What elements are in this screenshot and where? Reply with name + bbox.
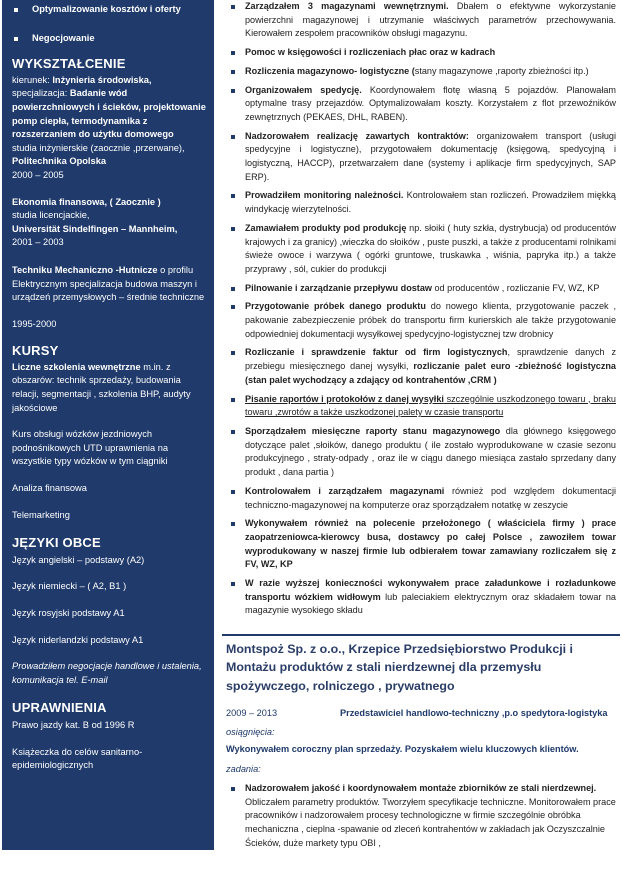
achievement-text: Wykonywałem coroczny plan sprzedaży. Pozyskałem wielu kluczowych klientów. (226, 744, 579, 754)
duty-text: szczególnie uszkodzonego towaru , braku towaru ,zwrotów a także uszkodzonej palety w czasie transportu (245, 393, 616, 418)
duty-item (222, 189, 616, 216)
duty-text: np. słoiki ( huty szkła, dystrybucja) od producentów krajowych i za granicy) ,wieczka do słoików , puste puszki, a także z producentami rolnikami świeże owoce i warzywa ( ogórki gruntowe, truskawka , wiśnia, papryka itp.) a także przyprawy , sól, cukier do produkcji (245, 222, 616, 274)
languages-heading: JĘZYKI OBCE (12, 535, 101, 551)
duty-text: stany magazynowe ,raporty zbieżności itp.) (414, 65, 589, 76)
duty-text: Dbałem o efektywne wykorzystanie powierzchni magazynowej i utrzymanie właściwych parametrów przechowywania. Kierowałem zespołem pracowników obsługi magazynu. (245, 1, 616, 39)
study-type: studia licencjackie, (12, 210, 90, 221)
duty-item (222, 130, 616, 185)
duty-bold: Sporządzałem miesięczne raporty stanu magazynowego (245, 425, 501, 436)
education-entry-1 (12, 74, 206, 183)
duty-item (222, 222, 616, 277)
study-type: studia inżynierskie (zaocznie ,przerwane), (12, 142, 185, 153)
duty-bold: Nadzorowałem realizację zawartych kontraktów: (245, 130, 469, 141)
education-entry-2 (12, 196, 206, 250)
duty-text: , sprawdzenie danych z przebiegu miesięcznego danej wysyłki, (245, 347, 616, 372)
course-item: Kurs obsługi wózków jezdniowych podnośnikowych UTD uprawnienia na wszystkie typy wózków w tym ciągniki (12, 429, 169, 467)
duty-text: organizowałem transport (usługi spedycyjne i logistyczne), przygotowałem dokumentację (księgową, spedycyjną i logistyczną, HACCP), przetwarzałem dane (systemy i aplikacje firm spedycyjnych, SAP ERP). (245, 130, 617, 182)
job-period-row (226, 708, 614, 718)
job-role: Przedstawiciel handlowo-techniczny ,p.o spedytora-logistyka (340, 708, 608, 718)
course-item: Telemarketing (12, 509, 70, 520)
language-item: Język niderlandzki podstawy A1 (12, 634, 144, 645)
duty-bold: Pisanie raportów i protokołów z danej wysyłki (245, 393, 444, 404)
school-description: o profilu Elektrycznym specjalizacja budowa maszyn i urządzeń przemysłowych – średnie techniczne (12, 264, 205, 303)
field-name: Inżynieria środowiska, (52, 74, 152, 85)
achievements-label: osiągnięcia: (226, 727, 275, 737)
duty-item (222, 84, 616, 125)
course-item (12, 361, 206, 415)
school-name: Techniku Mechaniczno -Hutnicze (12, 264, 158, 275)
duty-text: od producentów , rozliczanie FV, WZ, KP (431, 282, 600, 293)
duty-bold: Prowadziłem monitoring należności. (245, 190, 404, 201)
education-heading: WYKSZTAŁCENIE (12, 56, 126, 72)
duty-item (222, 425, 616, 480)
duty-bold: Pilnowanie i zarządzanie przepływu dostaw (245, 282, 432, 293)
permissions-heading: UPRAWNIENIA (12, 700, 107, 716)
duty-bold: Rozliczanie i sprawdzenie faktur od firm logistycznych (245, 347, 508, 358)
duty-text: Koordynowałem flotę własną 5 pojazdów. Planowałam optymalne trasy przejazdów. Optymalizowałam koszty. Korzystałem z flot przewoźników zewnętrznych (PEKAES, DHL, RABEN). (245, 84, 616, 122)
duty-item (222, 485, 616, 512)
field-prefix: kierunek: (12, 74, 53, 85)
education-years: 1995-2000 (12, 318, 57, 329)
duty-item (222, 46, 616, 60)
duty-bold: Zamawiałem produkty pod produkcję (245, 222, 407, 233)
field-name: Ekonomia finansowa, ( Zaocznie ) (12, 196, 161, 207)
duty-item (222, 393, 616, 420)
duty-bold: rozliczanie palet euro -zbieżność logistyczna (stan palet wychodzący a zdający od kontrahentów ,CRM ) (245, 361, 616, 385)
duty-item (222, 517, 616, 572)
education-years: 2001 – 2003 (12, 237, 64, 248)
skill-item: Negocjowanie (12, 32, 206, 46)
duty-bold: Rozliczenia magazynowo- logistyczne ( (245, 65, 415, 76)
education-entry-3 (12, 264, 206, 305)
course-title: Liczne szkolenia wewnętrzne (12, 361, 141, 372)
permission-item: Prawo jazdy kat. B od 1996 R (12, 719, 135, 730)
duty-item (222, 346, 616, 387)
language-item: Język angielski – podstawy (A2) (12, 554, 145, 565)
duty-bold: Organizowałem spedycję. (245, 84, 362, 95)
spec-name: Badanie wód powierzchniowych i ścieków, projektowanie pomp ciepła, termodynamika z rozszerzaniem do użytku domowego (12, 88, 206, 140)
duty-item (222, 577, 616, 618)
duty-bold: Kontrolowałem i zarządzałem magazynami (245, 485, 445, 496)
language-item: Język rosyjski podstawy A1 (12, 608, 125, 618)
duty-item (222, 65, 616, 79)
duty-text: dla głównego księgowego dotyczące palet ,słoików, danego produktu ( ile zostało wyprodukowane w czasie sezonu produkcyjnego , straty-odpady , oraz ile w ciągu danego miesiąca zastało sprzedany dany produkt , dana partia ) (245, 425, 616, 478)
duty-bold: Pomoc w księgowości i rozliczeniach płac oraz w kadrach (245, 47, 496, 58)
section-divider (222, 634, 620, 636)
school-name: Politechnika Opolska (12, 156, 107, 167)
language-item: Język niemiecki – ( A2, B1 ) (12, 581, 127, 592)
duty-bold: Wykonywałem również na polecenie przełożonego ( właściciela firmy ) prace zaopatrzeniowca-kierowcy busa, dostawcy po całej Polsce , zawoziłem towar wyprodukowany w naszej firmie lub odbierałem towar zamawiany rozliczałem się z FV, WZ, KP (245, 518, 616, 570)
task-text: Obliczałem parametry produktów. Tworzyłem specyfikacje techniczne. Monitorowałem prace pracowników i nadzorowałem procesy technologiczne w firmie szczególnie obróbka mechaniczna , cieplna -spawanie od zleceń kontrahentów w zakładach jak Oczyszczalnie Ścieków, duże markety typu OBI , (245, 796, 616, 848)
tasks-label: zadania: (226, 764, 261, 774)
experience-list (222, 0, 616, 618)
tasks-list (222, 782, 616, 851)
education-years: 2000 – 2005 (12, 169, 64, 180)
duty-item (222, 0, 616, 41)
company-title: Montspoż Sp. z o.o., Krzepice Przedsiębiorstwo Produkcji i Montażu produktów z stali nierdzewnej dla przemysłu spożywczego, rolniczego , prywatnego (226, 642, 573, 693)
duty-item (222, 282, 616, 296)
task-bold: Nadzorowałem jakość i koordynowałem montaże zbiorników ze stali nierdzewnej. (245, 783, 597, 793)
school-name: Universität Sindelfingen – Mannheim, (12, 223, 178, 234)
permission-item: Książeczka do celów sanitarno-epidemiologicznych (12, 746, 143, 771)
duty-item (222, 300, 616, 341)
duty-text: do nowego klienta, przygotowanie paczek , pakowanie zabezpieczenie próbek do transportu firm kurierskich ale także przygotowanie odpowiedniej dokumentacji wysyłkowej spedycyjno-logistycznej tzw drobnicy (245, 301, 617, 339)
task-item (222, 782, 616, 851)
duty-text: również pod względem dokumentacji techniczno-magazynowej na komputerze oraz sporządzałem notatkę w zeszycie (245, 485, 616, 510)
duty-bold: Przygotowanie próbek danego produktu (245, 301, 426, 312)
sidebar (2, 0, 214, 850)
duty-bold: Zarządzałem 3 magazynami wewnętrznymi. (245, 1, 449, 11)
course-item: Analiza finansowa (12, 483, 87, 494)
spec-prefix: specjalizacja: (12, 88, 70, 99)
languages-note: Prowadziłem negocjacje handlowe i ustalenia, komunikacja tel. E-mail (12, 661, 202, 685)
skill-item: Optymalizowanie kosztów i oferty (12, 3, 206, 17)
job-dates: 2009 – 2013 (226, 708, 278, 718)
duty-text: lub paleciakiem elektrycznym oraz składałem towar na magazynie wysokiego składu (245, 591, 616, 616)
courses-heading: KURSY (12, 343, 59, 359)
course-description: m.in. z obszarów: technik sprzedaży, budowania relacji, segmentacji , szkolenia BHP, audyty jakościowe (12, 361, 191, 413)
duty-bold: W razie wyższej konieczności wykonywałem prace załadunkowe i rozładunkowe transportu wózkiem widłowym (245, 578, 616, 602)
duty-text: Kontrolowałem stan rozliczeń. Prowadziłem miękką windykację wierzytelności. (245, 190, 616, 215)
